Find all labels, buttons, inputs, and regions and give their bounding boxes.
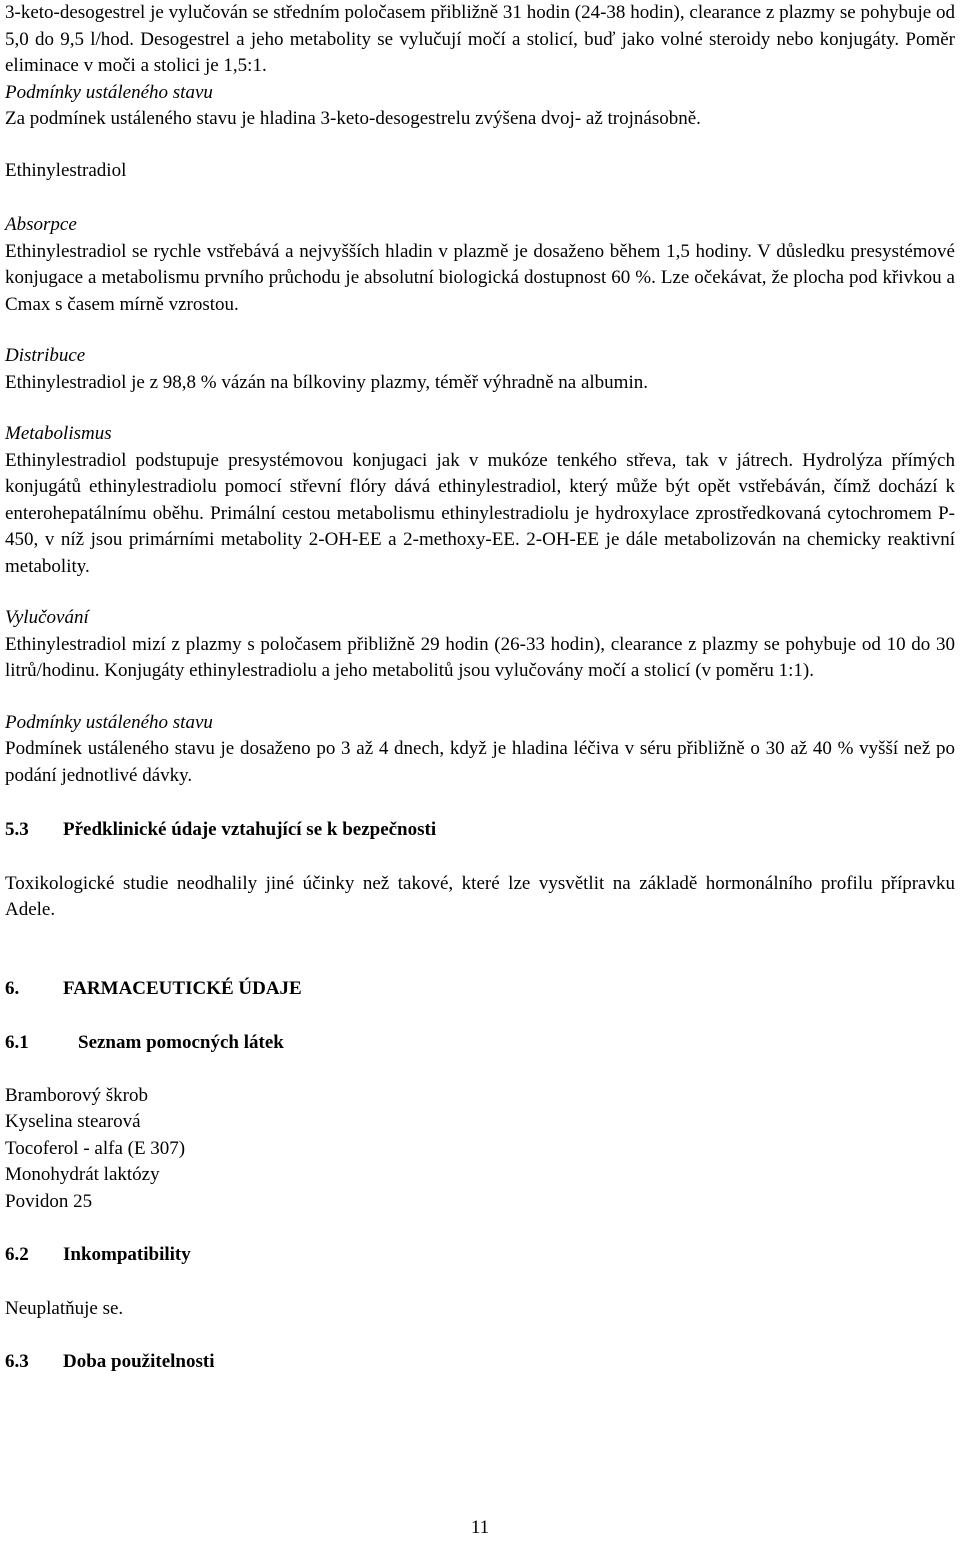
preclinical-paragraph: Toxikologické studie neodhalily jiné účinky než takové, které lze vysvětlit na základě hormonálního profilu přípravku Adele. — [5, 872, 955, 920]
section-number: 6.1 — [5, 1032, 29, 1053]
section-title: Doba použitelnosti — [63, 1351, 215, 1372]
absorption-heading: Absorpce — [5, 214, 77, 235]
steady-state-heading-2: Podmínky ustáleného stavu — [5, 711, 213, 733]
list-item: Tocoferol - alfa (E 307) — [5, 1137, 186, 1159]
section-number: 6.3 — [5, 1351, 29, 1372]
section-6-3-heading — [5, 1349, 955, 1376]
excretion-heading: Vylučování — [5, 607, 89, 628]
desogestrel-elimination-paragraph: 3-keto-desogestrel je vylučován se středním poločasem přibližně 31 hodin (24-38 hodin), clearance z plazmy se pohybuje od 5,0 do 9,5 l/hod. Desogestrel a jeho metabolity se vylučují močí a stolicí, buď jako volné steroidy nebo konjugáty. Poměr eliminace v moči a stolici je 1,5:1. — [5, 2, 955, 76]
list-item: Monohydrát laktózy — [5, 1164, 160, 1185]
metabolism-heading: Metabolismus — [5, 423, 112, 444]
absorption-paragraph: Ethinylestradiol se rychle vstřebává a nejvyšších hladin v plazmě je dosaženo během 1,5 hodiny. V důsledku presystémové konjugace a metabolismu prvního průchodu je absolutní biologická dostupnost 60 %. Lze očekávat, že plocha pod křivkou a Cmax s časem mírně vzrostou. — [5, 240, 955, 315]
section-5-3-heading — [5, 817, 955, 844]
ethinylestradiol-heading: Ethinylestradiol — [5, 159, 127, 181]
steady-state-heading: Podmínky ustáleného stavu — [5, 81, 213, 103]
distribution-heading: Distribuce — [5, 345, 86, 366]
list-item: Povidon 25 — [5, 1190, 93, 1212]
incompatibilities-paragraph: Neuplatňuje se. — [5, 1297, 124, 1319]
excretion-paragraph: Ethinylestradiol mizí z plazmy s poločasem přibližně 29 hodin (26-33 hodin), clearance z plazmy se pohybuje od 10 do 30 litrů/hodinu. Konjugáty ethinylestradiolu a jeho metabolitů jsou vylučovány močí a stolicí (v poměru 1:1). — [5, 633, 955, 681]
steady-state-paragraph-2: Podmínek ustáleného stavu je dosaženo po 3 až 4 dnech, když je hladina léčiva v séru přibližně o 30 až 40 % vyšší než po podání jednotlivé dávky. — [5, 738, 955, 786]
metabolism-paragraph: Ethinylestradiol podstupuje presystémovou konjugaci jak v mukóze tenkého střeva, tak v játrech. Hydrolýza přímých konjugátů ethinylestradiolu pomocí střevní flóry dává ethinylestradiol, který může být opět vstřebáván, čímž dochází k enterohepatálnímu oběhu. Primální cestou metabolismu ethinylestradiolu je hydroxylace zprostředkovaná cytochromem P-450, v níž jsou primárními metabolity 2-OH-EE a 2-methoxy-EE. 2-OH-EE je dále metabolizován na chemicky reaktivní metabolity. — [5, 449, 955, 577]
section-6-1-heading — [5, 1030, 955, 1057]
list-item: Bramborový škrob — [5, 1084, 149, 1106]
section-6-2-heading — [5, 1242, 955, 1269]
document-page — [5, 0, 955, 1376]
steady-state-paragraph: Za podmínek ustáleného stavu je hladina 3-keto-desogestrelu zvýšena dvoj- až trojnásobně. — [5, 108, 701, 129]
section-title: Inkompatibility — [63, 1244, 191, 1265]
distribution-paragraph: Ethinylestradiol je z 98,8 % vázán na bílkoviny plazmy, téměř výhradně na albumin. — [5, 371, 648, 393]
section-title: FARMACEUTICKÉ ÚDAJE — [63, 977, 302, 999]
section-number: 6.2 — [5, 1244, 29, 1265]
page-number: 11 — [470, 1517, 490, 1538]
section-6-heading — [5, 976, 955, 1003]
section-title: Předklinické údaje vztahující se k bezpečnosti — [63, 819, 437, 840]
excipient-list — [5, 1083, 955, 1216]
section-number: 5.3 — [5, 819, 29, 840]
section-title: Seznam pomocných látek — [78, 1032, 284, 1053]
section-number: 6. — [5, 977, 20, 999]
list-item: Kyselina stearová — [5, 1111, 141, 1132]
